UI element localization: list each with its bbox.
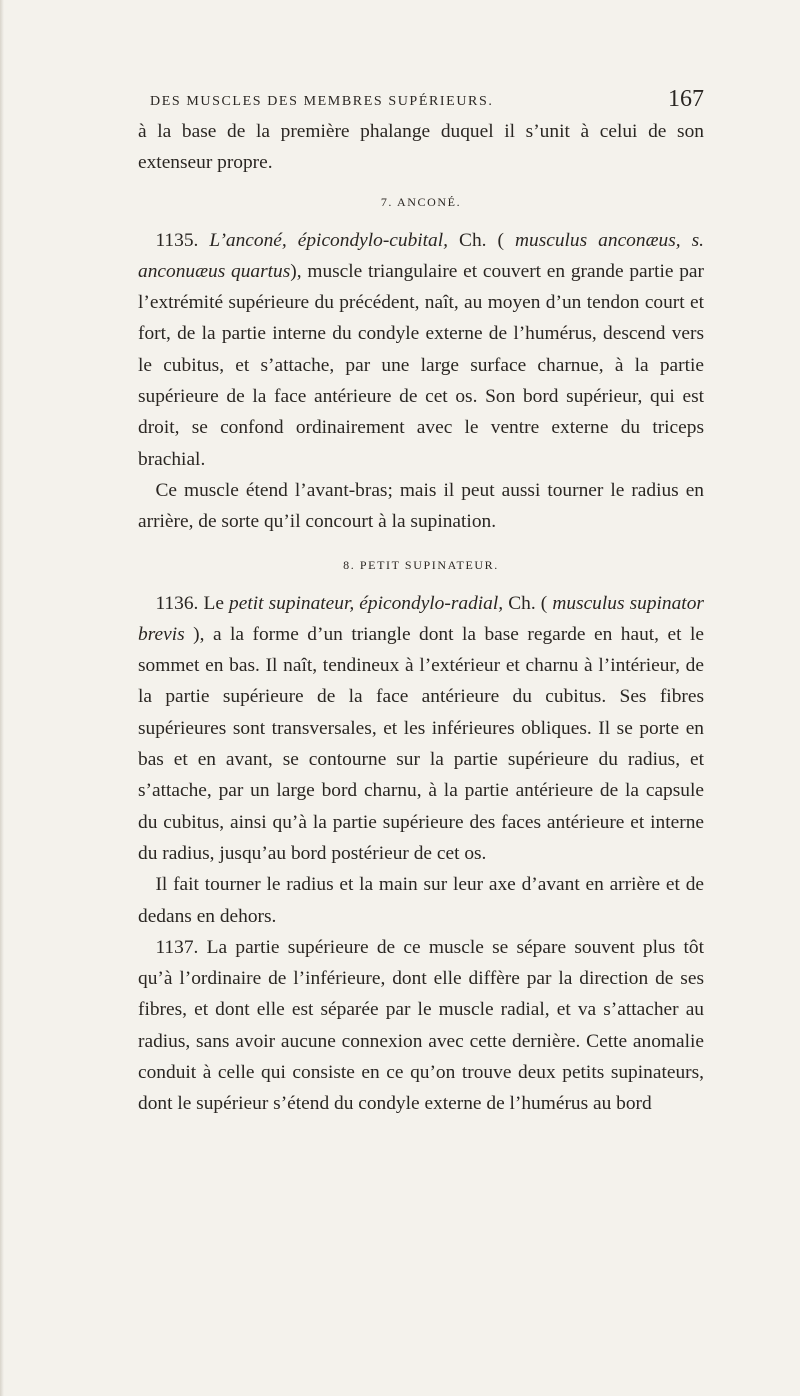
page-number: 167 — [668, 86, 704, 112]
close-paren: ), — [290, 260, 302, 282]
author-abbrev: Ch. — [508, 592, 536, 614]
muscle-name: L’anconé, épicondylo-cubital, — [209, 229, 448, 251]
paragraph-function-supinateur: Il fait tourner le radius et la main sur leur axe d’avant en arrière et de dedans en dehors. — [138, 874, 704, 927]
open-paren: ( — [497, 229, 504, 251]
paragraph-1137 — [138, 932, 704, 1120]
running-title: DES MUSCLES DES MEMBRES SUPÉRIEURS. — [150, 94, 494, 109]
paragraph-body: a la forme d’un triangle dont la base regarde en haut, et le sommet en bas. Il naît, tendineux à l’extérieur et charnu à l’intérieur, de la partie supérieure de la face antérieure du cubitus. Ses fibres supérieures sont transversales, et les inférieures obliques. Il se porte en bas et en avant, se contourne sur la partie supérieure du radius, et s’attache, par un large bord charnu, à la partie antérieure de la capsule du cubitus, ainsi qu’à la partie supérieure des faces antérieure et interne du radius, jusqu’au bord postérieur de cet os. — [138, 623, 704, 864]
paragraph-1136 — [138, 588, 704, 870]
paragraph-body: La partie supérieure de ce muscle se sépare souvent plus tôt qu’à l’ordinaire de l’inférieure, dont elle diffère par la direction de ses fibres, et dont elle est séparée par le muscle radial, et va s’attacher au radius, sans avoir aucune connexion avec cette dernière. Cette anomalie conduit à celle qui consiste en ce qu’on trouve deux petits supinateurs, dont le supérieur s’étend du condyle externe de l’humérus au bord — [138, 936, 704, 1115]
page-edge — [0, 0, 4, 1396]
paragraph-continuation: à la base de la première phalange duquel il s’unit à celui de son extenseur propre. — [138, 121, 704, 174]
latin-name: musculus supinator brevis — [138, 592, 704, 645]
open-paren: ( — [540, 592, 548, 614]
book-page — [138, 86, 704, 1120]
section-heading-petit-supinateur: 8. PETIT SUPINATEUR. — [343, 557, 499, 572]
paragraph-number: 1136. — [155, 592, 199, 614]
section-heading-ancone: 7. ANCONÉ. — [380, 194, 462, 209]
paragraph-number: 1137. — [155, 936, 199, 958]
running-head — [138, 86, 704, 116]
close-paren: ), — [193, 623, 205, 645]
paragraph-body: muscle triangulaire et couvert en grande partie par l’extrémité supérieure du précédent, naît, au moyen d’un tendon court et fort, de la partie interne du condyle externe de l’humérus, descend vers le cubitus, et s’attache, par une large surface charnue, à la partie supérieure de la face antérieure de cet os. Son bord supérieur, qui est droit, se confond ordinairement avec le ventre externe du triceps brachial. — [138, 260, 705, 470]
author-abbrev: Ch. — [459, 229, 487, 251]
paragraph-function-ancone: Ce muscle étend l’avant-bras; mais il peut aussi tourner le radius en arrière, de sorte qu’il concourt à la supination. — [138, 479, 704, 533]
muscle-name: petit supinateur, épicondylo-radial, — [229, 592, 504, 614]
paragraph-1135 — [138, 225, 704, 475]
latin-name: musculus anconæus, s. anconuæus quartus — [138, 229, 704, 282]
article: Le — [203, 592, 224, 614]
paragraph-number: 1135. — [155, 229, 199, 251]
